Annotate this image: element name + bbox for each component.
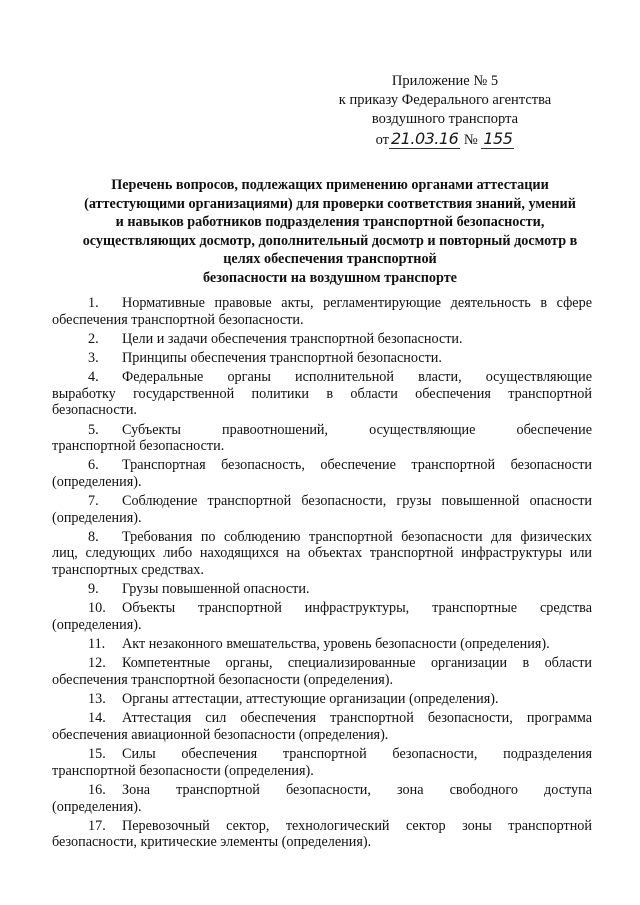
list-item-line: транспортной безопасности (определения). [52, 762, 314, 779]
list-item-line [52, 655, 592, 672]
list-item-text: Компетентные органы, специализированные организации в области [122, 655, 592, 672]
list-item-number: 10. [88, 600, 106, 617]
list-item-line [52, 600, 592, 617]
list-item-line: обеспечения транспортной безопасности (определения). [52, 672, 394, 688]
list-item-number: 13. [88, 691, 106, 708]
list-item-line: (определения). [52, 617, 142, 634]
list-item-text: Органы аттестации, аттестующие организации (определения). [122, 691, 499, 708]
list-item-number: 7. [88, 493, 99, 510]
list-item-line: обеспечения авиационной безопасности (определения). [52, 726, 389, 743]
list-item [52, 636, 592, 653]
list-item-text: Перевозочный сектор, технологический сектор зоны транспортной [122, 817, 592, 834]
order-reference-line1: к приказу Федерального агентства [338, 92, 552, 108]
list-item [52, 529, 592, 579]
list-item-line [52, 295, 592, 312]
list-item [52, 457, 592, 490]
annex-label: Приложение № 5 [391, 73, 499, 89]
list-item [52, 350, 592, 367]
list-item-text: Акт незаконного вмешательства, уровень безопасности (определения). [122, 636, 550, 653]
list-item-text: Транспортная безопасность, обеспечение транспортной безопасности [122, 457, 592, 474]
list-item-number: 16. [88, 781, 106, 798]
handwritten-number: 155 [483, 129, 513, 148]
list-item-text: Зона транспортной безопасности, зона свободного доступа [122, 781, 592, 798]
list-item-text: Субъекты правоотношений, осуществляющие обеспечение [122, 421, 592, 438]
list-item-text: Нормативные правовые акты, регламентирующие деятельность в сфере [122, 295, 592, 311]
list-item-line: транспортных средствах. [52, 562, 204, 579]
list-item [52, 691, 592, 708]
order-date-number-line [300, 129, 590, 150]
list-item-text: Объекты транспортной инфраструктуры, транспортные средства [122, 600, 592, 617]
list-item [52, 746, 592, 779]
list-item-number: 5. [88, 421, 99, 438]
list-item-line: безопасности. [52, 402, 137, 419]
list-item-line [52, 782, 592, 799]
list-item-line [52, 818, 592, 835]
list-item [52, 331, 592, 348]
list-item-line: обеспечения транспортной безопасности. [52, 311, 304, 328]
list-item-line [52, 581, 592, 598]
list-item-number: 8. [88, 528, 99, 545]
list-item-number: 9. [88, 581, 99, 598]
list-item-line [52, 422, 592, 439]
list-item-line [52, 369, 592, 386]
list-item-line: транспортной безопасности. [52, 438, 225, 455]
list-item-number: 17. [88, 817, 106, 834]
list-item [52, 295, 592, 328]
list-item-number: 12. [88, 655, 106, 672]
list-item-line: безопасности, критические элементы (определения). [52, 834, 372, 851]
list-item [52, 818, 592, 851]
list-item-line [52, 350, 592, 367]
annex-header [300, 72, 590, 150]
list-item-line: (определения). [52, 473, 142, 490]
question-list [52, 295, 592, 854]
list-item [52, 581, 592, 598]
list-item-line: лиц, следующих либо находящихся на объектах транспортной инфраструктуры или [52, 545, 592, 562]
list-item-number: 15. [88, 746, 106, 763]
list-item-text: Принципы обеспечения транспортной безопасности. [122, 349, 442, 366]
list-item-text: Аттестация сил обеспечения транспортной безопасности, программа [122, 710, 592, 727]
title-line: (аттестующими организациями) для проверки соответствия знаний, умений [84, 195, 576, 212]
list-item-line [52, 691, 592, 708]
list-item-text: Силы обеспечения транспортной безопасности, подразделения [122, 746, 592, 763]
handwritten-date: 21.03.16 [391, 129, 459, 148]
list-item [52, 369, 592, 419]
list-item-line [52, 746, 592, 763]
list-item-line: (определения). [52, 798, 142, 815]
list-item-line: (определения). [52, 509, 142, 526]
title-line: безопасности на воздушном транспорте [203, 269, 457, 286]
list-item-line: выработку государственной политики в области обеспечения транспортной [52, 385, 592, 402]
list-item-line [52, 493, 592, 510]
list-item [52, 782, 592, 815]
list-item-line [52, 331, 592, 348]
list-item-line [52, 457, 592, 474]
number-prefix: № [463, 132, 478, 148]
list-item [52, 493, 592, 526]
list-item [52, 600, 592, 633]
title-line: осуществляющих досмотр, дополнительный досмотр и повторный досмотр в [82, 232, 578, 249]
list-item-line [52, 710, 592, 727]
list-item [52, 655, 592, 688]
title-line: целях обеспечения транспортной [223, 251, 437, 267]
list-item-number: 1. [88, 295, 99, 311]
list-item-text: Грузы повышенной опасности. [122, 581, 310, 598]
list-item-number: 2. [88, 330, 99, 347]
list-item-text: Соблюдение транспортной безопасности, грузы повышенной опасности [122, 493, 592, 510]
list-item-text: Требования по соблюдению транспортной безопасности для физических [122, 528, 592, 545]
list-item [52, 710, 592, 743]
order-reference-line2: воздушного транспорта [371, 111, 519, 127]
list-item-line [52, 529, 592, 546]
list-item [52, 422, 592, 455]
list-item-number: 3. [88, 349, 99, 366]
list-item-text: Федеральные органы исполнительной власти, осуществляющие [122, 369, 592, 386]
list-item-text: Цели и задачи обеспечения транспортной безопасности. [122, 330, 463, 347]
document-title [60, 176, 600, 287]
list-item-number: 11. [88, 636, 106, 653]
title-line: и навыков работников подразделения транспортной безопасности, [115, 214, 545, 230]
list-item-number: 14. [88, 710, 106, 727]
list-item-line [52, 636, 592, 653]
list-item-number: 4. [88, 369, 99, 386]
date-prefix: от [375, 132, 389, 148]
title-line: Перечень вопросов, подлежащих применению органами аттестации [111, 177, 549, 193]
list-item-number: 6. [88, 457, 99, 474]
